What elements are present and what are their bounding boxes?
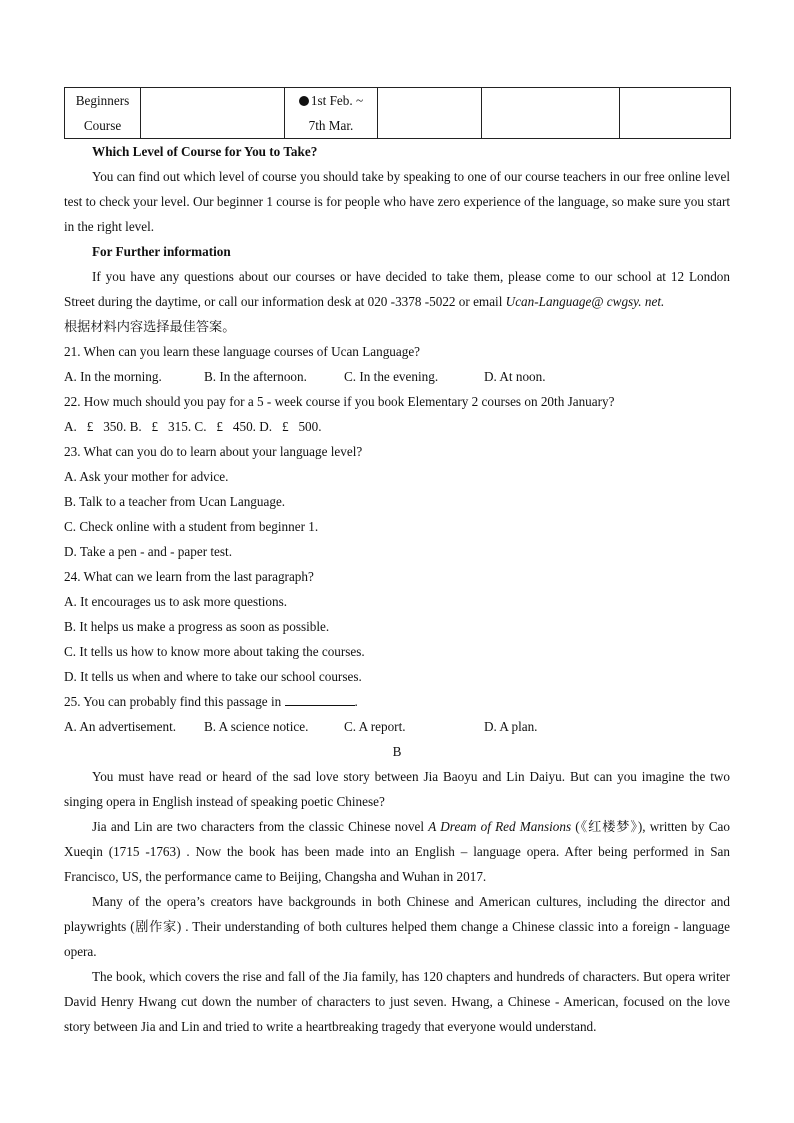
date-line-1: 1st Feb. ~: [310, 93, 364, 108]
option-c: C. It tells us how to know more about taking the courses.: [64, 644, 365, 659]
level-heading: Which Level of Course for You to Take?: [92, 144, 318, 159]
option-b: B. A science notice.: [204, 719, 309, 734]
option-a: A. An advertisement.: [64, 719, 177, 734]
info-text: If you have any questions about our courses or have decided to take them, please come to our school at 12 London Street during the daytime, or call our information desk at 020 -3378 -5022 or email: [64, 269, 730, 309]
answer-blank: [285, 691, 355, 706]
info-email: Ucan-Language@ cwgsy. net.: [505, 294, 665, 309]
option-c: C. In the evening.: [344, 369, 439, 384]
option-a: A. Ask your mother for advice.: [64, 469, 229, 484]
course-name-line-2: Course: [83, 118, 122, 133]
option-d: D. It tells us when and where to take our school courses.: [64, 669, 362, 684]
info-heading: For Further information: [92, 244, 231, 259]
document-page: [64, 87, 730, 1039]
option-d: D. At noon.: [484, 369, 546, 384]
option-b: B. In the afternoon.: [204, 369, 307, 384]
date-cell: [285, 88, 378, 139]
question-24: 24. What can we learn from the last paragraph?: [64, 569, 314, 584]
option-a: A. In the morning.: [64, 369, 162, 384]
table-cell: [620, 88, 731, 139]
date-line-2: 7th Mar.: [308, 118, 354, 133]
option-c: C. A report.: [344, 719, 406, 734]
info-paragraph: [64, 264, 730, 314]
option-b: B. Talk to a teacher from Ucan Language.: [64, 494, 286, 509]
course-name-line-1: Beginners: [75, 93, 130, 108]
table-row: [65, 88, 731, 139]
option-b: B. It helps us make a progress as soon as possible.: [64, 619, 330, 634]
options-22: A. £ 350. B. £ 315. C. £ 450. D. £ 500.: [64, 419, 322, 434]
options-21: [64, 364, 730, 389]
question-22: 22. How much should you pay for a 5 - week course if you book Elementary 2 courses on 20th January?: [64, 394, 615, 409]
bullet-dot-icon: [299, 96, 309, 106]
instruction: 根据材料内容选择最佳答案。: [64, 319, 236, 334]
b-paragraph-4: The book, which covers the rise and fall of the Jia family, has 120 chapters and hundreds of characters. But opera writer David Henry Hwang cut down the number of characters to just seven. Hwang, a Chinese - American, focused on the love story between Jia and Lin and tried to write a heartbreaking tragedy that everyone would understand.: [64, 969, 730, 1034]
option-c: C. Check online with a student from beginner 1.: [64, 519, 319, 534]
table-cell: [378, 88, 482, 139]
course-name-cell: [65, 88, 141, 139]
option-a: A. It encourages us to ask more questions.: [64, 594, 288, 609]
level-paragraph: You can find out which level of course you should take by speaking to one of our course teachers in our free online level test to check your level. Our beginner 1 course is for people who have zero experience of the language, so make sure you start in the right level.: [64, 169, 730, 234]
table-cell: [141, 88, 285, 139]
question-23: 23. What can you do to learn about your language level?: [64, 444, 363, 459]
b-paragraph-3: Many of the opera’s creators have backgrounds in both Chinese and American cultures, including the director and playwrights (剧作家) . Their understanding of both cultures helped them change a Chinese classic into a foreign - language opera.: [64, 894, 730, 959]
question-21: 21. When can you learn these language courses of Ucan Language?: [64, 344, 421, 359]
question-25: 25. You can probably find this passage in .: [64, 689, 730, 714]
b-paragraph-2: Jia and Lin are two characters from the classic Chinese novel A Dream of Red Mansions (《红楼梦》), written by Cao Xueqin (1715 -1763) . Now the book has been made into an English – language opera. After being performed in San Francisco, US, the performance came to Beijing, Changsha and Wuhan in 2017.: [64, 819, 730, 884]
b-paragraph-1: You must have read or heard of the sad love story between Jia Baoyu and Lin Daiyu. But can you imagine the two singing opera in English instead of speaking poetic Chinese?: [64, 769, 730, 809]
novel-title: A Dream of Red Mansions: [428, 819, 572, 834]
course-schedule-table: [64, 87, 731, 139]
option-d: D. A plan.: [484, 719, 538, 734]
options-25: [64, 714, 730, 739]
table-cell: [482, 88, 620, 139]
option-d: D. Take a pen - and - paper test.: [64, 544, 233, 559]
section-b-heading: B: [392, 744, 402, 759]
